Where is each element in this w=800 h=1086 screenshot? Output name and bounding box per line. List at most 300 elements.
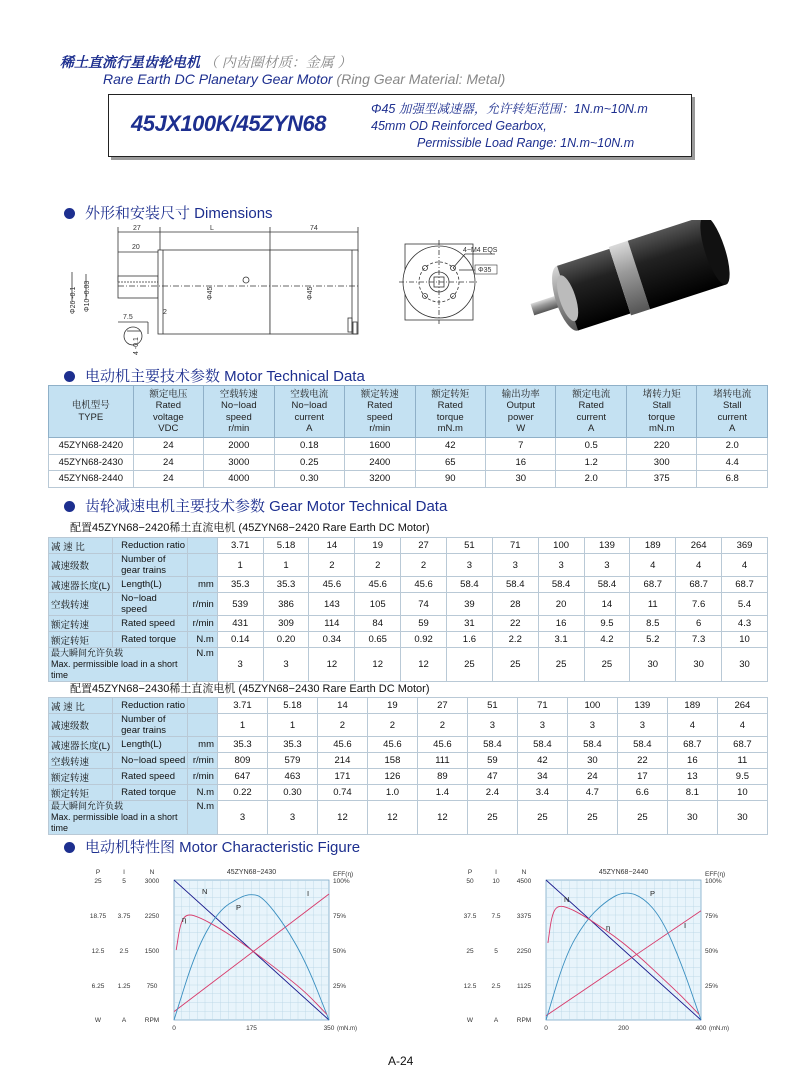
row-unit: N.m [188, 801, 218, 835]
table-cell: 20 [538, 593, 584, 616]
gear-table-2430 [48, 697, 768, 835]
table-cell: 4 [717, 714, 767, 737]
col-rated-current: 额定电流 Rated current A [556, 386, 626, 438]
table-cell: 30 [486, 471, 556, 488]
table-cell: 45ZYN68-2440 [49, 471, 134, 488]
table-cell: 12 [417, 801, 467, 835]
table-cell: 10 [722, 632, 768, 648]
table-cell: 647 [217, 769, 267, 785]
model-box [108, 94, 692, 157]
tick-label: 75% [705, 913, 719, 920]
characteristic-chart-2430 [80, 858, 380, 1038]
table-cell: 19 [367, 698, 417, 714]
table-cell: 4.3 [722, 616, 768, 632]
series-label: P [650, 889, 656, 898]
table-cell: 0.30 [267, 785, 317, 801]
table-cell: 3.1 [538, 632, 584, 648]
tick-label: 75% [333, 913, 347, 920]
title-cn-note: （ 内齿圈材质：金属 ） [203, 54, 352, 70]
table-cell: 189 [630, 538, 676, 554]
title-en-note: (Ring Gear Material: Metal) [336, 71, 506, 87]
table-cell: 35.3 [267, 737, 317, 753]
table-cell: 0.5 [556, 438, 626, 455]
table-cell: 139 [617, 698, 667, 714]
tick-label: 750 [146, 983, 158, 990]
row-unit: r/min [188, 753, 218, 769]
table-cell: 58.4 [584, 577, 630, 593]
row-label-en: Number of gear trains [113, 714, 188, 737]
series-label: N [202, 887, 208, 896]
title-cn: 稀土直流行星齿轮电机 （ 内齿圈材质：金属 ） [60, 54, 352, 70]
row-label-en: Rated torque [113, 632, 188, 648]
row-label-max-load: 最大瞬间允许负载 Max. permissible load in a short time [49, 648, 188, 682]
table-cell: 25 [492, 648, 538, 682]
table-cell: 300 [626, 454, 696, 471]
table-cell: 4.7 [567, 785, 617, 801]
row-label-cn: 减速器长度(L) [49, 577, 113, 593]
table-row [49, 554, 768, 577]
table-cell: 158 [367, 753, 417, 769]
table-cell: 10 [717, 785, 767, 801]
phi35-label: Φ35 [478, 267, 492, 274]
dimension-drawing [60, 222, 380, 357]
axis-label-I: I [495, 869, 497, 876]
series-label: η [606, 923, 611, 932]
table-cell: 30 [630, 648, 676, 682]
tick-label: 3000 [144, 878, 160, 885]
table-cell: 12 [355, 648, 401, 682]
dim-74: 74 [310, 225, 318, 232]
table-cell: 1600 [345, 438, 415, 455]
table-cell: 114 [309, 616, 355, 632]
table-cell: 58.4 [538, 577, 584, 593]
table-cell: 0.25 [274, 454, 344, 471]
tick-label: 2250 [144, 913, 160, 920]
table-cell: 16 [486, 454, 556, 471]
table-cell: 3 [567, 714, 617, 737]
table-cell: 105 [355, 593, 401, 616]
col-type: 电机型号 TYPE [49, 386, 134, 438]
row-label-cn: 空载转速 [49, 753, 113, 769]
dim-phi26: Φ26 -0.1 [70, 286, 77, 314]
table-cell: 5.2 [630, 632, 676, 648]
table-cell: 51 [467, 698, 517, 714]
col-stall-current: 堵转电流 Stall current A [697, 386, 768, 438]
table-cell: 539 [217, 593, 263, 616]
table-cell: 2.4 [467, 785, 517, 801]
table-cell: 27 [401, 538, 447, 554]
table-cell: 111 [417, 753, 467, 769]
table-cell: 1.2 [556, 454, 626, 471]
table-cell: 171 [317, 769, 367, 785]
table-row [49, 577, 768, 593]
table-row [49, 593, 768, 616]
table-row [49, 438, 768, 455]
table-row [49, 454, 768, 471]
table-cell: 17 [617, 769, 667, 785]
tick-label: 4500 [516, 878, 532, 885]
tick-label: 25 [466, 948, 474, 955]
table-cell: 35.3 [263, 577, 309, 593]
table-cell: 84 [355, 616, 401, 632]
tick-label: 1125 [517, 983, 531, 990]
table-cell: 74 [401, 593, 447, 616]
axis-label-eff: EFF(η) [705, 871, 726, 878]
table-cell: 5.18 [267, 698, 317, 714]
row-label-cn: 减 速 比 [49, 698, 113, 714]
tick-label: 1.25 [117, 983, 131, 990]
table-cell: 68.7 [676, 577, 722, 593]
series-label: I [684, 921, 687, 930]
table-cell: 139 [584, 538, 630, 554]
table-row [49, 471, 768, 488]
table-cell: 0.65 [355, 632, 401, 648]
table-cell: 579 [267, 753, 317, 769]
table-row [49, 632, 768, 648]
chart-title: 45ZYN68−2430 [226, 869, 277, 876]
table-cell: 6.6 [617, 785, 667, 801]
table-row [49, 714, 768, 737]
x-tick-label: 0 [544, 1025, 548, 1032]
series-label: η [182, 915, 187, 924]
row-label-en: No−load speed [113, 593, 188, 616]
table-header-row [49, 386, 768, 438]
axis-label-N: N [521, 869, 527, 876]
model-spec [371, 101, 648, 152]
table-cell: 8.1 [667, 785, 717, 801]
table-cell: 24 [133, 454, 203, 471]
dim-20: 20 [132, 244, 140, 251]
table-cell: 3 [517, 714, 567, 737]
row-unit: mm [188, 577, 218, 593]
dim-7-5: 7.5 [123, 314, 133, 321]
tick-label: 50% [333, 948, 347, 955]
table-cell: 375 [626, 471, 696, 488]
dim-phi10: Φ10 -0.03 [84, 280, 91, 312]
axis-unit-N: RPM [144, 1017, 160, 1024]
row-unit [188, 538, 218, 554]
table-cell: 58.4 [517, 737, 567, 753]
table-cell: 39 [446, 593, 492, 616]
table-cell: 24 [133, 438, 203, 455]
axis-unit-P: W [466, 1017, 474, 1024]
table-cell: 24 [133, 471, 203, 488]
table-cell: 30 [722, 648, 768, 682]
table-cell: 4 [722, 554, 768, 577]
tick-label: 50% [705, 948, 719, 955]
table-cell: 7.6 [676, 593, 722, 616]
table-row [49, 616, 768, 632]
dim-phi45-motor: Φ45 [307, 286, 314, 300]
col-stall-torque: 堵转力矩 Stall torque mN.m [626, 386, 696, 438]
table-cell: 3 [584, 554, 630, 577]
table-row [49, 737, 768, 753]
table-cell: 1 [263, 554, 309, 577]
table-cell: 27 [417, 698, 467, 714]
table-cell: 25 [617, 801, 667, 835]
row-label-en: Reduction ratio [113, 698, 188, 714]
gear1-config-label: 配置45ZYN68−2420稀土直流电机 (45ZYN68−2420 Rare Earth DC Motor) [70, 522, 430, 534]
table-cell: 22 [492, 616, 538, 632]
table-cell: 9.5 [584, 616, 630, 632]
table-cell: 45.6 [401, 577, 447, 593]
tick-label: 3375 [516, 913, 532, 920]
spec-cn: Φ45 加强型减速器，允许转矩范围：1N.m~10N.m [371, 102, 648, 116]
dim-27: 27 [133, 225, 141, 232]
table-row [49, 769, 768, 785]
table-cell: 42 [517, 753, 567, 769]
table-cell: 143 [309, 593, 355, 616]
row-unit: N.m [188, 632, 218, 648]
table-cell: 0.74 [317, 785, 367, 801]
table-cell: 3 [617, 714, 667, 737]
row-unit [188, 698, 218, 714]
table-cell: 25 [538, 648, 584, 682]
row-label-cn: 额定转矩 [49, 632, 113, 648]
tick-label: 1500 [144, 948, 160, 955]
table-cell: 0.20 [263, 632, 309, 648]
row-unit [188, 714, 218, 737]
table-cell: 12 [367, 801, 417, 835]
col-rated-speed: 额定转速 Rated speed r/min [345, 386, 415, 438]
section-characteristic: 电动机特性图 Motor Characteristic Figure [64, 836, 360, 857]
row-unit: r/min [188, 769, 218, 785]
section-dimensions: 外形和安装尺寸 Dimensions [64, 202, 273, 223]
model-name: 45JX100K/45ZYN68 [131, 111, 327, 136]
x-tick-label: 350 [323, 1025, 335, 1032]
row-unit [188, 554, 218, 577]
row-label-cn: 减速器长度(L) [49, 737, 113, 753]
tick-label: 2250 [516, 948, 532, 955]
page-number: A-24 [388, 1054, 414, 1068]
row-label-cn: 减速级数 [49, 554, 113, 577]
table-cell: 9.5 [717, 769, 767, 785]
row-label-en: No−load speed [113, 753, 188, 769]
gear2-config-label: 配置45ZYN68−2430稀土直流电机 (45ZYN68−2430 Rare Earth DC Motor) [70, 683, 430, 695]
x-axis-unit: (mN.m) [709, 1026, 729, 1032]
table-cell: 59 [467, 753, 517, 769]
tick-label: 3.75 [117, 913, 131, 920]
bullet-icon [64, 208, 75, 219]
table-cell: 3 [263, 648, 309, 682]
row-label-en: Rated torque [113, 785, 188, 801]
row-unit: r/min [188, 593, 218, 616]
front-view [395, 240, 525, 340]
table-cell: 22 [617, 753, 667, 769]
table-cell: 1.0 [367, 785, 417, 801]
axis-label-I: I [123, 869, 125, 876]
table-cell: 5.18 [263, 538, 309, 554]
table-cell: 126 [367, 769, 417, 785]
row-label-max-load: 最大瞬间允许负载 Max. permissible load in a short time [49, 801, 188, 835]
table-row [49, 648, 768, 682]
table-cell: 58.4 [617, 737, 667, 753]
motor-photo [510, 220, 750, 340]
table-cell: 58.4 [446, 577, 492, 593]
axis-unit-P: W [94, 1017, 102, 1024]
table-cell: 0.22 [217, 785, 267, 801]
table-cell: 30 [717, 801, 767, 835]
table-cell: 6 [676, 616, 722, 632]
axis-label-P: P [467, 869, 473, 876]
table-cell: 7.3 [676, 632, 722, 648]
table-cell: 431 [217, 616, 263, 632]
series-label: N [564, 895, 570, 904]
table-cell: 13 [667, 769, 717, 785]
row-label-cn: 额定转速 [49, 616, 113, 632]
table-row [49, 785, 768, 801]
row-label-en: Length(L) [113, 577, 188, 593]
table-cell: 264 [676, 538, 722, 554]
table-cell: 369 [722, 538, 768, 554]
table-cell: 25 [567, 801, 617, 835]
table-cell: 59 [401, 616, 447, 632]
table-cell: 30 [567, 753, 617, 769]
row-label-en: Number of gear trains [113, 554, 188, 577]
table-cell: 4 [676, 554, 722, 577]
table-cell: 68.7 [722, 577, 768, 593]
table-cell: 3 [467, 714, 517, 737]
table-cell: 3.4 [517, 785, 567, 801]
axis-unit-I: A [493, 1017, 499, 1024]
row-label-en: Rated speed [113, 769, 188, 785]
tick-label: 25 [94, 878, 102, 885]
table-cell: 463 [267, 769, 317, 785]
table-cell: 45.6 [309, 577, 355, 593]
table-cell: 4.4 [697, 454, 768, 471]
table-cell: 3.71 [217, 698, 267, 714]
row-label-en: Length(L) [113, 737, 188, 753]
table-cell: 11 [630, 593, 676, 616]
table-cell: 16 [667, 753, 717, 769]
dim-phi45-gearbox: Φ45 [207, 286, 214, 300]
table-cell: 51 [446, 538, 492, 554]
tick-label: 7.5 [491, 913, 501, 920]
table-cell: 58.4 [492, 577, 538, 593]
table-cell: 4.2 [584, 632, 630, 648]
section-motor-data: 电动机主要技术参数 Motor Technical Data [64, 365, 365, 386]
table-cell: 12 [317, 801, 367, 835]
dim-L: L [210, 225, 214, 232]
table-cell: 68.7 [667, 737, 717, 753]
table-cell: 0.30 [274, 471, 344, 488]
table-cell: 6.8 [697, 471, 768, 488]
axis-label-eff: EFF(η) [333, 871, 354, 878]
col-noload-speed: 空载转速 No−load speed r/min [204, 386, 274, 438]
x-axis-unit: (mN.m) [337, 1026, 357, 1032]
table-cell: 4000 [204, 471, 274, 488]
tick-label: 6.25 [91, 983, 105, 990]
table-cell: 3 [267, 801, 317, 835]
tick-label: 5 [122, 878, 126, 885]
table-cell: 14 [317, 698, 367, 714]
table-cell: 24 [567, 769, 617, 785]
table-cell: 45.6 [367, 737, 417, 753]
bullet-icon [64, 371, 75, 382]
table-cell: 1 [217, 714, 267, 737]
row-label-cn: 减 速 比 [49, 538, 113, 554]
table-cell: 214 [317, 753, 367, 769]
dim-2: 2 [163, 309, 167, 316]
bullet-icon [64, 501, 75, 512]
table-cell: 35.3 [217, 577, 263, 593]
table-cell: 1 [267, 714, 317, 737]
table-cell: 31 [446, 616, 492, 632]
tick-label: 37.5 [463, 913, 477, 920]
row-unit: N.m [188, 785, 218, 801]
table-row [49, 753, 768, 769]
title-en: Rare Earth DC Planetary Gear Motor (Ring Gear Material: Metal) [103, 71, 506, 87]
table-row [49, 698, 768, 714]
table-cell: 58.4 [467, 737, 517, 753]
table-cell: 2.0 [697, 438, 768, 455]
table-cell: 220 [626, 438, 696, 455]
axis-unit-I: A [121, 1017, 127, 1024]
tick-label: 50 [466, 878, 474, 885]
table-cell: 11 [717, 753, 767, 769]
bullet-icon [64, 842, 75, 853]
row-label-cn: 额定转矩 [49, 785, 113, 801]
tick-label: 2.5 [491, 983, 501, 990]
table-cell: 309 [263, 616, 309, 632]
table-cell: 3000 [204, 454, 274, 471]
motor-technical-table [48, 385, 768, 488]
tick-label: 10 [492, 878, 500, 885]
table-cell: 3 [492, 554, 538, 577]
table-cell: 89 [417, 769, 467, 785]
table-cell: 19 [355, 538, 401, 554]
row-label-cn: 空载转速 [49, 593, 113, 616]
table-cell: 809 [217, 753, 267, 769]
x-tick-label: 200 [618, 1025, 629, 1032]
table-cell: 2000 [204, 438, 274, 455]
table-cell: 58.4 [567, 737, 617, 753]
table-cell: 30 [667, 801, 717, 835]
tick-label: 100% [705, 878, 722, 885]
table-cell: 7 [486, 438, 556, 455]
spec-en2: Permissible Load Range: 1N.m~10N.m [417, 136, 635, 150]
table-cell: 25 [517, 801, 567, 835]
table-cell: 1.6 [446, 632, 492, 648]
tick-label: 100% [333, 878, 350, 885]
row-label-cn: 减速级数 [49, 714, 113, 737]
table-cell: 5.4 [722, 593, 768, 616]
axis-label-N: N [149, 869, 155, 876]
table-cell: 3 [446, 554, 492, 577]
row-label-en: Rated speed [113, 616, 188, 632]
gear-table-2420 [48, 537, 768, 682]
table-cell: 45ZYN68-2430 [49, 454, 134, 471]
table-cell: 100 [567, 698, 617, 714]
characteristic-chart-2440 [452, 858, 752, 1038]
table-cell: 45.6 [317, 737, 367, 753]
table-cell: 25 [446, 648, 492, 682]
table-cell: 2 [367, 714, 417, 737]
table-cell: 0.92 [401, 632, 447, 648]
table-cell: 25 [467, 801, 517, 835]
table-cell: 2 [317, 714, 367, 737]
tick-label: 18.75 [89, 913, 107, 920]
table-row [49, 538, 768, 554]
table-cell: 65 [415, 454, 485, 471]
tick-label: 2.5 [119, 948, 129, 955]
table-cell: 2 [355, 554, 401, 577]
table-cell: 47 [467, 769, 517, 785]
table-cell: 3 [538, 554, 584, 577]
table-cell: 71 [492, 538, 538, 554]
table-cell: 12 [309, 648, 355, 682]
table-cell: 68.7 [717, 737, 767, 753]
